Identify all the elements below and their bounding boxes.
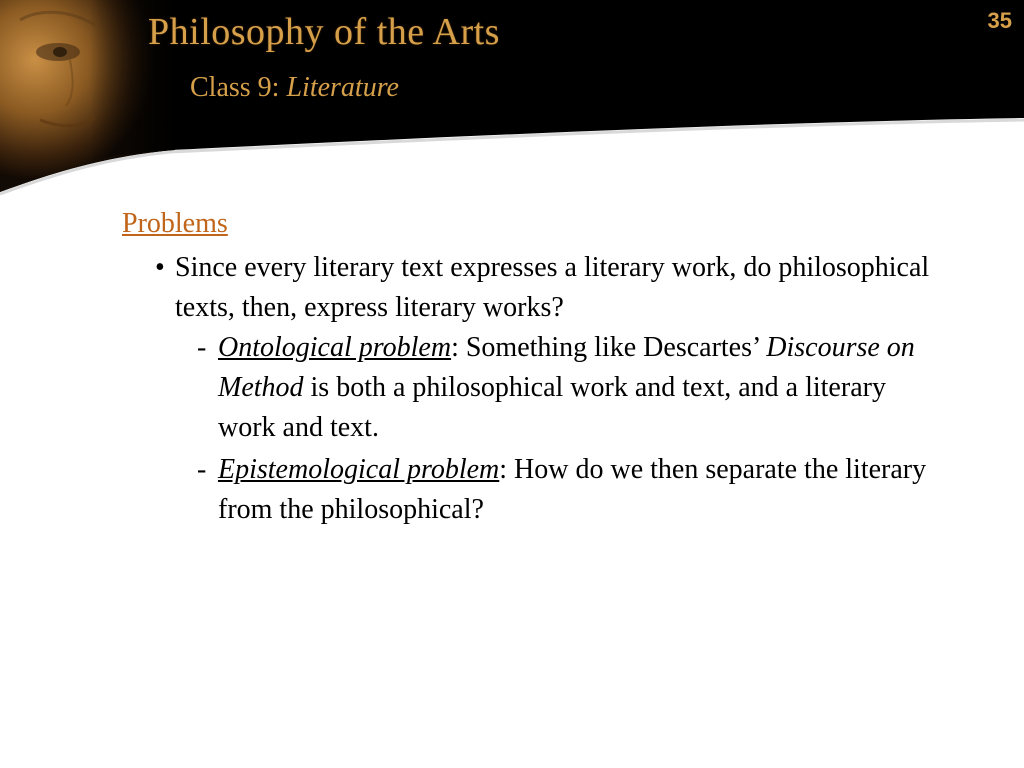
- ontological-text-1: : Something like Descartes’: [451, 332, 767, 363]
- epistemological-text: : How do we then separate the literary from the philosophical?: [218, 454, 927, 525]
- section-heading: Problems: [122, 208, 228, 239]
- subtitle-topic: Literature: [286, 72, 399, 103]
- book-title: Discourse on Method: [218, 332, 915, 403]
- course-title: Philosophy of the Arts: [148, 11, 500, 53]
- epistemological-term: Epistemological problem: [218, 454, 500, 485]
- sub-point-text: [218, 450, 938, 530]
- bullet-mark: •: [155, 252, 165, 283]
- bullet-text: Since every literary text expresses a literary work, do philosophical texts, then, express literary works?: [175, 252, 930, 323]
- dash-mark: -: [197, 332, 207, 363]
- subtitle-prefix: Class 9:: [190, 72, 287, 103]
- dash-mark: -: [197, 454, 207, 485]
- sub-point-text: [218, 328, 938, 448]
- ontological-term: Ontological problem: [218, 332, 452, 363]
- ontological-text-2: is both a philosophical work and text, and a literary work and text.: [218, 372, 886, 443]
- slide-number: 35: [987, 8, 1012, 33]
